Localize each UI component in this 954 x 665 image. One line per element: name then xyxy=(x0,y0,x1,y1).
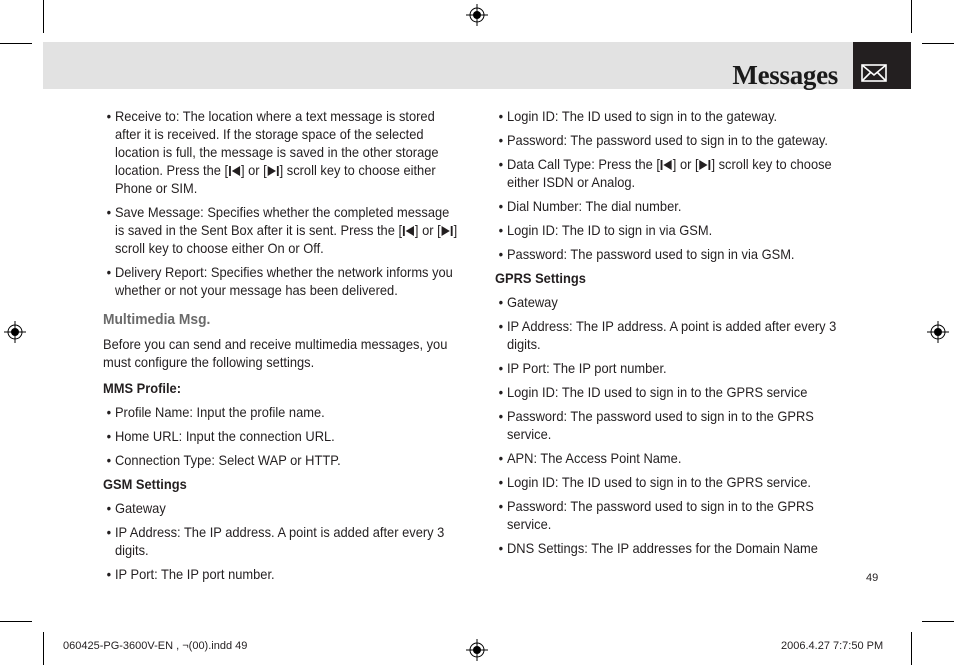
bullet: • xyxy=(106,524,112,540)
footer-file-info: 060425-PG-3600V-EN , ¬(00).indd 49 xyxy=(63,640,248,652)
list-item xyxy=(103,427,462,445)
scroll-left-key-icon xyxy=(660,159,673,171)
data-call-type-item xyxy=(495,155,854,191)
footer-timestamp: 2006.4.27 7:7:50 PM xyxy=(781,640,884,652)
gprs-settings-heading: GPRS Settings xyxy=(495,270,586,286)
left-column xyxy=(103,107,462,589)
list-item xyxy=(495,221,854,239)
list-item xyxy=(103,565,462,583)
scroll-right-key-icon xyxy=(699,159,712,171)
list-item xyxy=(103,523,462,559)
list-item xyxy=(495,317,854,353)
envelope-icon xyxy=(853,42,911,89)
item-text: Save Message: Specifies whether the completed message is saved in the Sent Box after it is sent. Press the [ xyxy=(114,204,450,238)
item-text: Password: The password used to sign in via GSM. xyxy=(506,246,795,262)
list-item xyxy=(495,539,854,557)
registration-mark-icon xyxy=(466,639,488,661)
intro-paragraph: Before you can send and receive multimedia messages, you must configure the following settings. xyxy=(103,336,448,370)
list-item xyxy=(495,497,854,533)
item-text: Password: The password used to sign in to the GPRS service. xyxy=(506,498,814,532)
list-item xyxy=(495,131,854,149)
item-text: ] scroll key to choose either On or Off. xyxy=(114,222,458,256)
bullet: • xyxy=(498,540,504,556)
list-item xyxy=(495,473,854,491)
section-title: Multimedia Msg. xyxy=(103,311,211,328)
crop-mark xyxy=(0,621,32,622)
crop-mark xyxy=(911,632,912,665)
bullet: • xyxy=(498,198,504,214)
item-text: Receive to: The location where a text message is stored after it is received. If the storage space of the selected location is full, the message is saved in the other storage location. Press the [ xyxy=(114,108,439,178)
mms-profile-heading: MMS Profile: xyxy=(103,380,181,396)
bullet: • xyxy=(498,222,504,238)
bullet: • xyxy=(106,428,112,444)
bullet: • xyxy=(106,566,112,582)
item-text: ] or [ xyxy=(672,156,699,172)
page-title: Messages xyxy=(732,60,838,90)
list-item xyxy=(103,499,462,517)
bullet: • xyxy=(498,360,504,376)
scroll-right-key-icon xyxy=(267,165,280,177)
registration-mark-icon xyxy=(466,4,488,26)
list-item xyxy=(103,451,462,469)
scroll-left-key-icon xyxy=(228,165,241,177)
crop-mark xyxy=(43,632,44,665)
receive-to-item xyxy=(103,107,462,197)
bullet: • xyxy=(106,108,112,124)
gsm-settings-heading: GSM Settings xyxy=(103,476,187,492)
list-item xyxy=(495,293,854,311)
list-item xyxy=(495,107,854,125)
item-text: ] scroll key to choose either ISDN or Analog. xyxy=(506,156,832,190)
item-text: Login ID: The ID used to sign in to the GPRS service xyxy=(506,384,808,400)
list-item xyxy=(495,383,854,401)
envelope-tab xyxy=(853,42,911,89)
list-item xyxy=(103,403,462,421)
item-text: Gateway xyxy=(506,294,558,310)
crop-mark xyxy=(922,621,954,622)
item-text: IP Port: The IP port number. xyxy=(114,566,275,582)
bullet: • xyxy=(498,132,504,148)
item-text: Data Call Type: Press the [ xyxy=(506,156,660,172)
registration-mark-icon xyxy=(4,321,26,343)
item-text: DNS Settings: The IP addresses for the Domain Name xyxy=(506,540,818,556)
item-text: Home URL: Input the connection URL. xyxy=(114,428,335,444)
bullet: • xyxy=(498,294,504,310)
item-text: ] or [ xyxy=(414,222,441,238)
bullet: • xyxy=(106,404,112,420)
item-text: Login ID: The ID used to sign in to the GPRS service. xyxy=(506,474,811,490)
item-text: Connection Type: Select WAP or HTTP. xyxy=(114,452,341,468)
item-text: Login ID: The ID used to sign in to the gateway. xyxy=(506,108,778,124)
save-message-item xyxy=(103,203,462,257)
item-text: Login ID: The ID to sign in via GSM. xyxy=(506,222,713,238)
list-item xyxy=(495,449,854,467)
list-item xyxy=(495,245,854,263)
bullet: • xyxy=(106,264,112,280)
item-text: Password: The password used to sign in to the gateway. xyxy=(506,132,828,148)
bullet: • xyxy=(106,204,112,220)
item-text: Gateway xyxy=(114,500,166,516)
item-text: ] scroll key to choose either Phone or SIM. xyxy=(114,162,436,196)
item-text: APN: The Access Point Name. xyxy=(506,450,682,466)
item-text: IP Port: The IP port number. xyxy=(506,360,667,376)
bullet: • xyxy=(498,474,504,490)
bullet: • xyxy=(106,452,112,468)
item-text: Dial Number: The dial number. xyxy=(506,198,682,214)
crop-mark xyxy=(0,43,32,44)
list-item xyxy=(495,407,854,443)
item-text: Password: The password used to sign in to the GPRS service. xyxy=(506,408,814,442)
crop-mark xyxy=(922,43,954,44)
item-text: Profile Name: Input the profile name. xyxy=(114,404,325,420)
page-number: 49 xyxy=(866,572,879,584)
item-text: IP Address: The IP address. A point is added after every 3 digits. xyxy=(506,318,837,352)
item-text: IP Address: The IP address. A point is added after every 3 digits. xyxy=(114,524,445,558)
item-text: ] or [ xyxy=(240,162,267,178)
bullet: • xyxy=(498,498,504,514)
list-item xyxy=(495,197,854,215)
bullet: • xyxy=(498,318,504,334)
scroll-left-key-icon xyxy=(402,225,415,237)
bullet: • xyxy=(498,408,504,424)
bullet: • xyxy=(498,156,504,172)
registration-mark-icon xyxy=(927,321,949,343)
crop-mark xyxy=(911,0,912,33)
list-item xyxy=(495,359,854,377)
right-column xyxy=(495,107,854,563)
item-text: Delivery Report: Specifies whether the network informs you whether or not your message has been delivered. xyxy=(114,264,453,298)
bullet: • xyxy=(498,108,504,124)
scroll-right-key-icon xyxy=(441,225,454,237)
crop-mark xyxy=(43,0,44,33)
bullet: • xyxy=(106,500,112,516)
bullet: • xyxy=(498,246,504,262)
bullet: • xyxy=(498,450,504,466)
delivery-report-item xyxy=(103,263,462,299)
bullet: • xyxy=(498,384,504,400)
